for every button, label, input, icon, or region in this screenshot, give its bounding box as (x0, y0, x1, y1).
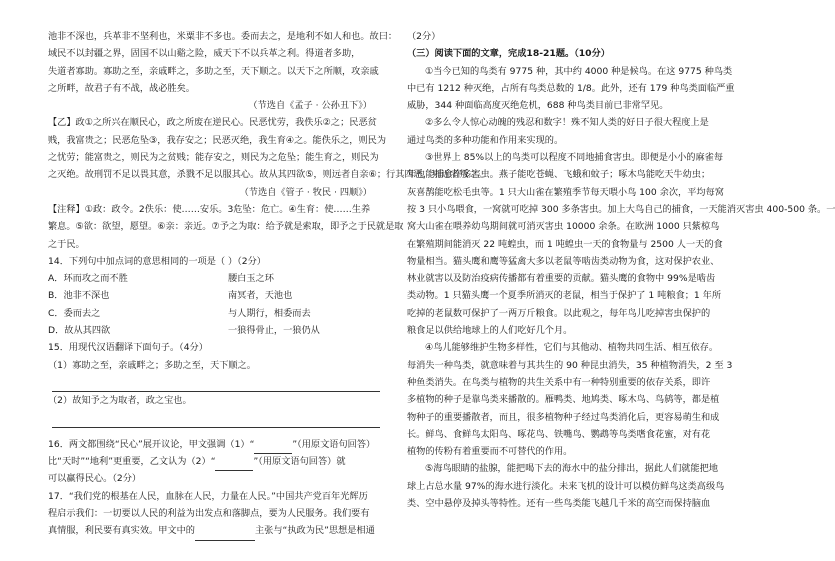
annotation-line: 之于民。 (48, 238, 85, 250)
article-line: 每消失一种鸟类，就意味着与其共生的 90 种昆虫消失，35 种植物消失，2 至 3 (407, 359, 733, 371)
article-line: 通过鸟类的多种功能和作用来实现的。 (407, 134, 564, 146)
question-15-stem: 15．用现代汉语翻译下面句子。（4分） (48, 342, 208, 354)
passage-b-line: 之灭绝。故刑罚不足以畏其意，杀戮不足以服其心。故从其四欲⑤，则远者自亲⑥；行其四恶，则近者叛之。 (48, 169, 488, 181)
article-line: ③世界上 85%以上的鸟类可以程度不同地捕食害虫。即便是小小的麻雀每 (425, 152, 724, 164)
answer-line[interactable] (52, 374, 380, 392)
section-heading: （三）阅读下面的文章，完成18-21题。（10分） (407, 48, 610, 60)
article-line: 在繁殖期间能消灭 22 吨蝗虫，而 1 吨蝗虫一天的食物量与 2500 人一天的食 (407, 238, 723, 250)
answer-blank[interactable] (195, 522, 255, 540)
article-line: 物量相当。猫头鹰和鹰等猛禽大多以老鼠等啮齿类动物为食，这对保护农业、 (407, 255, 720, 267)
article-line: ⑤海鸟眼睛的盐腺，能把喝下去的海水中的盐分排出，据此人们就能把地 (425, 463, 719, 475)
question-15-sentence-1: （1）寡助之至，亲戚畔之；多助之至，天下顺之。 (48, 359, 256, 371)
question-17-text: 主张与“执政为民”思想是相通 (255, 525, 375, 537)
article-line: ②多么令人惊心动魄的残忍和数字！殊不知人类的好日子很大程度上是 (425, 117, 709, 129)
source-citation-a: （节选自《孟子 · 公孙丑下》） (248, 100, 372, 112)
article-line: 物种子的重要播散者，而且，很多植物种子经过鸟类消化后，更容易萌生和成 (407, 411, 720, 423)
right-column (407, 28, 835, 512)
question-16-text: 16．两文都围绕“民心”展开议论，甲文强调（1）“ (48, 438, 255, 450)
article-line: 吃掉的老鼠数可保护了一两万斤粮食。以此观之，每年鸟儿吃掉害虫保护的 (407, 307, 711, 319)
article-line: 类、空中悬停及掉头等特性。还有一些鸟类能飞越几千米的高空而保持脑血 (407, 498, 711, 510)
question-14-option (48, 305, 386, 322)
option-text: D．故从其四欲 (48, 325, 111, 337)
question-16-text: 比“天时”“地利”更重要，乙文认为（2）“ (48, 456, 216, 468)
article-line: 球上占总水量 97%的海水进行淡化。未来飞机的设计可以模仿鲜鸟这类高级鸟 (407, 480, 725, 492)
passage-line: 之所畔，故君子有不战，战必胜矣。 (48, 82, 195, 94)
article-line: 种鱼类消失。在鸟类与植物的共生关系中有一种特别重要的依存关系，即许 (407, 376, 711, 388)
option-text: A．环而攻之而不胜 (48, 273, 128, 285)
passage-line: 池非不深也，兵革非不坚利也，米粟非不多也。委而去之，是地利不如人和也。故曰： (48, 31, 398, 42)
answer-blank[interactable] (254, 436, 292, 454)
question-16-line (48, 453, 386, 470)
passage-b-line: 贱，我富贵之；民恶危坠③，我存安之；民恶灭绝，我生育④之。能佚乐之，则民为 (48, 134, 387, 146)
article-line: 年也能捕食许多害虫。燕子能吃苍蝇、飞蛾和蚊子；啄木鸟能吃天牛幼虫； (407, 169, 711, 181)
question-16-text: ”（用原文语句回答）就 (253, 456, 346, 468)
answer-blank[interactable] (215, 453, 253, 471)
option-text: 腰白玉之环 (228, 273, 274, 285)
answer-line[interactable] (52, 410, 380, 428)
article-line: 多植物的种子是靠鸟类来播散的。雁鸭类、地鸠类、啄木鸟、鸟鸫等，都是植 (407, 394, 720, 406)
annotation-line: 【注释】①政：政令。2佚乐：使……安乐。3危坠：危亡。④生育：使……生养 (48, 203, 371, 215)
passage-b-line: 【乙】政①之所兴在顺民心，政之所废在逆民心。民恶忧劳，我佚乐②之；民恶贫 (48, 117, 377, 129)
option-text: B．池非不深也 (48, 290, 110, 302)
article-line: 按 3 只小鸟喂食，一窝就可吃掉 300 多条害虫。加上大鸟自己的捕食，一天能消灭害虫 400-500 条。一 (407, 203, 835, 215)
question-17-line: 程启示我们：一切要以人民的利益为出发点和落脚点，要为人民服务。我们要有 (48, 508, 370, 520)
question-14-stem: 14．下列句中加点词的意思相同的一项是（ ）（2分） (48, 255, 266, 267)
option-text: C．委而去之 (48, 307, 101, 319)
option-text: 南冥者，天池也 (228, 290, 293, 302)
question-16-line (48, 436, 386, 453)
article-line: 粮食足以供给地球上的人们吃好几个月。 (407, 325, 573, 337)
article-line: 林业就害以及防治疫病传播都有着重要的贡献。猫头鹰的食物中 99%是啮齿 (407, 273, 716, 285)
question-14-option (48, 322, 386, 339)
article-body (407, 63, 835, 513)
question-14-option (48, 270, 386, 287)
question-17-text: 真情服，利民要有真实效。甲文中的 (48, 525, 195, 537)
question-17-line: 17．“我们党的根基在人民，血脉在人民，力量在人民。”中国共产党百年光辉历 (48, 490, 368, 502)
score-note: （2分） (407, 31, 441, 42)
question-17-line (48, 522, 386, 539)
article-line: 长。鲜鸟、食鲜鸟太阳鸟、啄花鸟、铁嘴鸟、鹦鹉等鸟类嗜食花蜜，对有花 (407, 428, 711, 440)
source-citation-b: （节选自《管子 · 牧民 · 四顺》） (239, 186, 372, 198)
question-16-text: ”（用原文语句回答） (292, 438, 376, 450)
article-line: 威胁，344 种面临高度灭绝危机，688 种鸟类目前已非常罕见。 (407, 100, 669, 112)
annotation-line: 繁息。⑤欲：欲望，愿望。⑥亲：亲近。⑦予之为取：给予就是索取，即予之于民就是取 (48, 221, 404, 233)
passage-line: 域民不以封疆之界，固国不以山谿之险，威天下不以兵革之利。得道者多助， (48, 48, 361, 60)
article-line: ④鸟儿能够维护生物多样性，它们与其他动、植物共同生活、相互依存。 (425, 342, 719, 354)
article-line: 灰喜鹊能吃松毛虫等。1 只大山雀在繁殖季节每天喂小鸟 100 余次，平均每窝 (407, 186, 724, 198)
article-line: 植物的传粉有着重要而不可替代的作用。 (407, 446, 573, 458)
article-line: ①当今已知的鸟类有 9775 种，其中约 4000 种是候鸟。在这 9775 种鸟类 (425, 65, 733, 77)
article-line: 类动物。1 只猫头鹰一个夏季所消灭的老鼠，相当于保护了 1 吨粮食；1 年所 (407, 290, 722, 302)
article-line: 中已有 1212 种灭绝，占所有鸟类总数的 1/8。此外，还有 179 种鸟类面临严重 (407, 82, 735, 94)
question-16-line: 可以赢得民心。（2分） (48, 473, 142, 485)
article-line: 窝大山雀在喂养幼鸟期间就可消灭害虫 10000 余条。在欧洲 1000 只紫椋鸟 (407, 221, 720, 233)
passage-line: 失道者寡助。寡助之至，亲戚畔之，多助之至，天下顺之。以天下之所顺，攻亲戚 (48, 65, 379, 77)
question-14-option (48, 287, 386, 304)
option-text: 一狼得骨止，一狼仍从 (228, 325, 320, 337)
passage-b-line: 之忧劳；能富贵之，则民为之贫贱；能存安之，则民为之危坠；能生育之，则民为 (48, 152, 379, 164)
option-text: 与人期行，相委而去 (228, 307, 311, 319)
question-15-sentence-2: （2）故知予之为取者，政之宝也。 (48, 395, 192, 407)
